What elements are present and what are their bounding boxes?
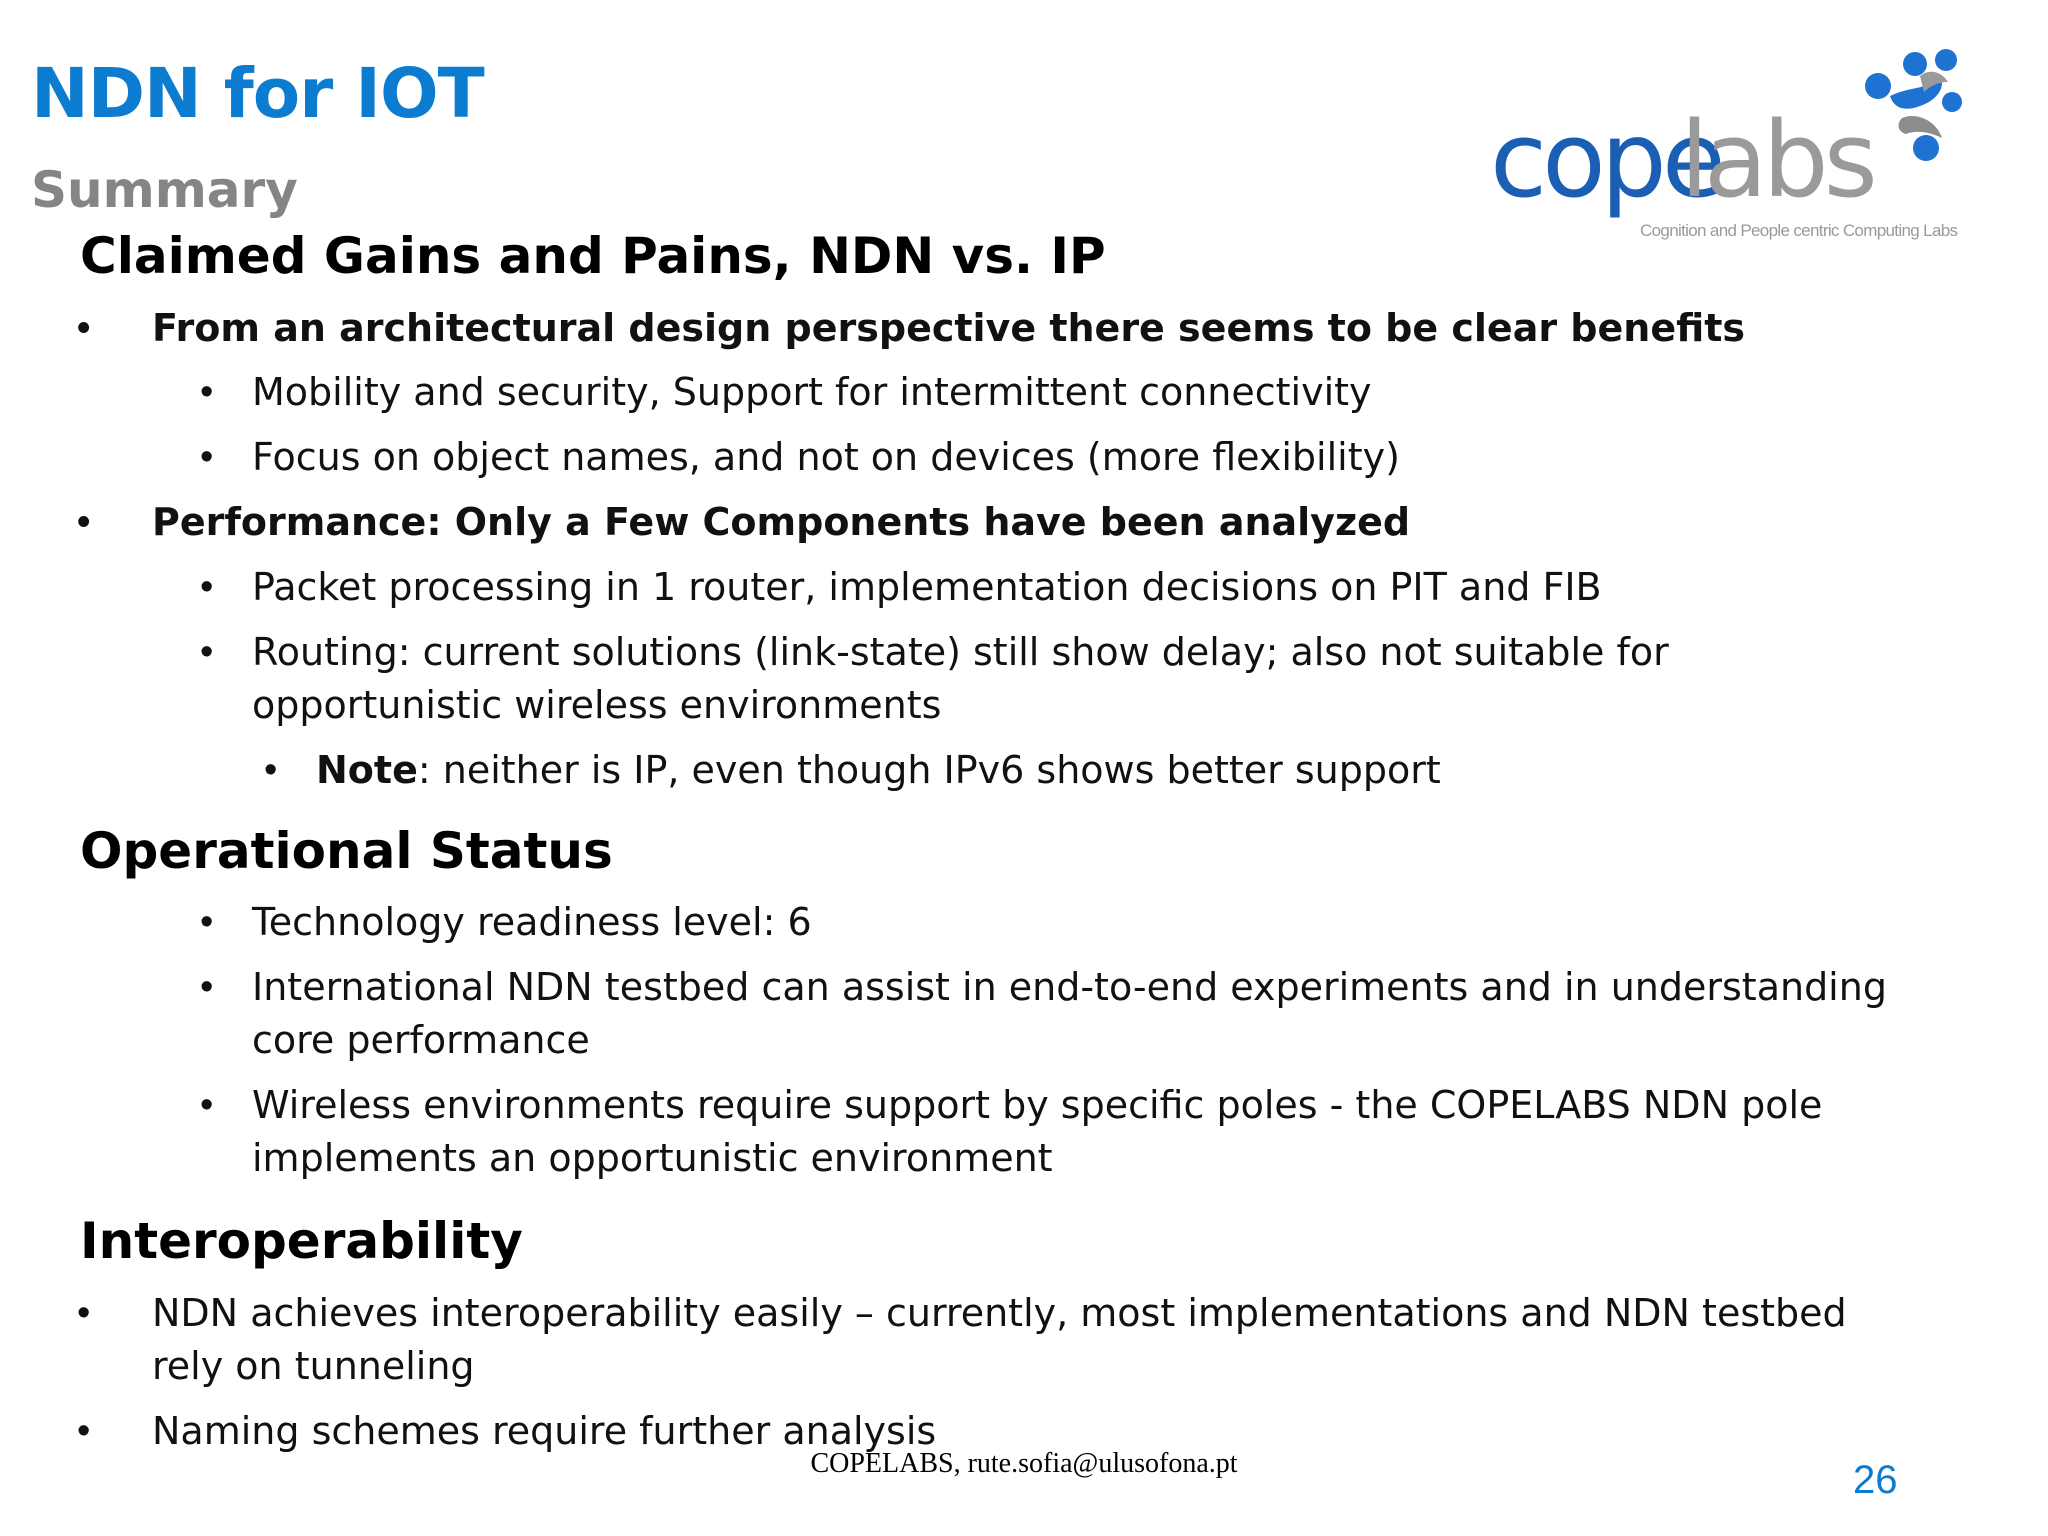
subbullet-mobility [200, 366, 1372, 419]
bullet-text: Focus on object names, and not on devices (more flexibility) [252, 435, 1400, 479]
bullet-text: Technology readiness level: 6 [252, 900, 812, 944]
subbullet-routing [200, 626, 1669, 732]
subsubbullet-note [264, 744, 1441, 797]
bullet-dot-icon: • [77, 307, 91, 349]
bullet-dot-icon: • [200, 1084, 214, 1126]
bullet-text-line1: International NDN testbed can assist in end-to-end experiments and in understanding [252, 965, 1887, 1009]
bullet-dot-icon: • [200, 371, 214, 413]
bullet-dot-icon: • [77, 1292, 91, 1334]
bullet-text-line1: NDN achieves interoperability easily – currently, most implementations and NDN testbed [152, 1291, 1847, 1335]
copelabs-logo-graphic [1490, 46, 1970, 246]
footer-text: COPELABS, rute.sofia@ulusofona.pt [810, 1448, 1238, 1479]
subbullet-packet-processing [200, 561, 1602, 614]
bullet-dot-icon: • [200, 901, 214, 943]
subbullet-trl [200, 896, 812, 949]
bullet-text-line1: Routing: current solutions (link-state) still show delay; also not suitable for [252, 630, 1669, 674]
note-label: Note [316, 748, 418, 792]
bullet-text-line1: Wireless environments require support by specific poles - the COPELABS NDN pole [252, 1083, 1823, 1127]
logo-wordmark-cope: cope [1490, 99, 1721, 221]
bullet-text: Naming schemes require further analysis [152, 1409, 937, 1453]
heading-interoperability: Interoperability [80, 1212, 523, 1270]
bullet-text: Performance: Only a Few Components have been analyzed [152, 500, 1411, 544]
bullet-architectural-benefits [77, 302, 1746, 355]
slide-subtitle: Summary [31, 161, 298, 219]
bullet-dot-icon: • [200, 436, 214, 478]
heading-claimed-gains: Claimed Gains and Pains, NDN vs. IP [80, 227, 1106, 285]
logo-wordmark-labs: labs [1680, 99, 1873, 221]
slide-title: NDN for IOT [31, 54, 484, 134]
logo-tagline: Cognition and People centric Computing Labs [1640, 221, 1958, 240]
note-text: : neither is IP, even though IPv6 shows better support [417, 748, 1441, 792]
logo-swoosh-icon [1865, 49, 1962, 161]
bullet-dot-icon: • [77, 1410, 91, 1452]
bullet-text-line2: core performance [252, 1018, 590, 1062]
bullet-text: From an architectural design perspective there seems to be clear benefits [152, 306, 1746, 350]
subbullet-object-names [200, 431, 1400, 484]
bullet-text-line2: implements an opportunistic environment [252, 1136, 1053, 1180]
heading-operational-status: Operational Status [80, 822, 613, 880]
subbullet-wireless [200, 1079, 1823, 1185]
bullet-dot-icon: • [264, 749, 278, 791]
bullet-text: Mobility and security, Support for intermittent connectivity [252, 370, 1372, 414]
bullet-dot-icon: • [200, 966, 214, 1008]
bullet-dot-icon: • [77, 501, 91, 543]
bullet-dot-icon: • [200, 566, 214, 608]
bullet-performance [77, 496, 1411, 549]
bullet-text-line2: opportunistic wireless environments [252, 683, 942, 727]
copelabs-logo [1490, 46, 1970, 246]
bullet-text: Packet processing in 1 router, implementation decisions on PIT and FIB [252, 565, 1602, 609]
bullet-dot-icon: • [200, 631, 214, 673]
subbullet-testbed [200, 961, 1887, 1067]
page-number: 26 [1853, 1458, 1898, 1502]
bullet-text-line2: rely on tunneling [152, 1344, 475, 1388]
bullet-ndn-interoperability [77, 1287, 1847, 1393]
